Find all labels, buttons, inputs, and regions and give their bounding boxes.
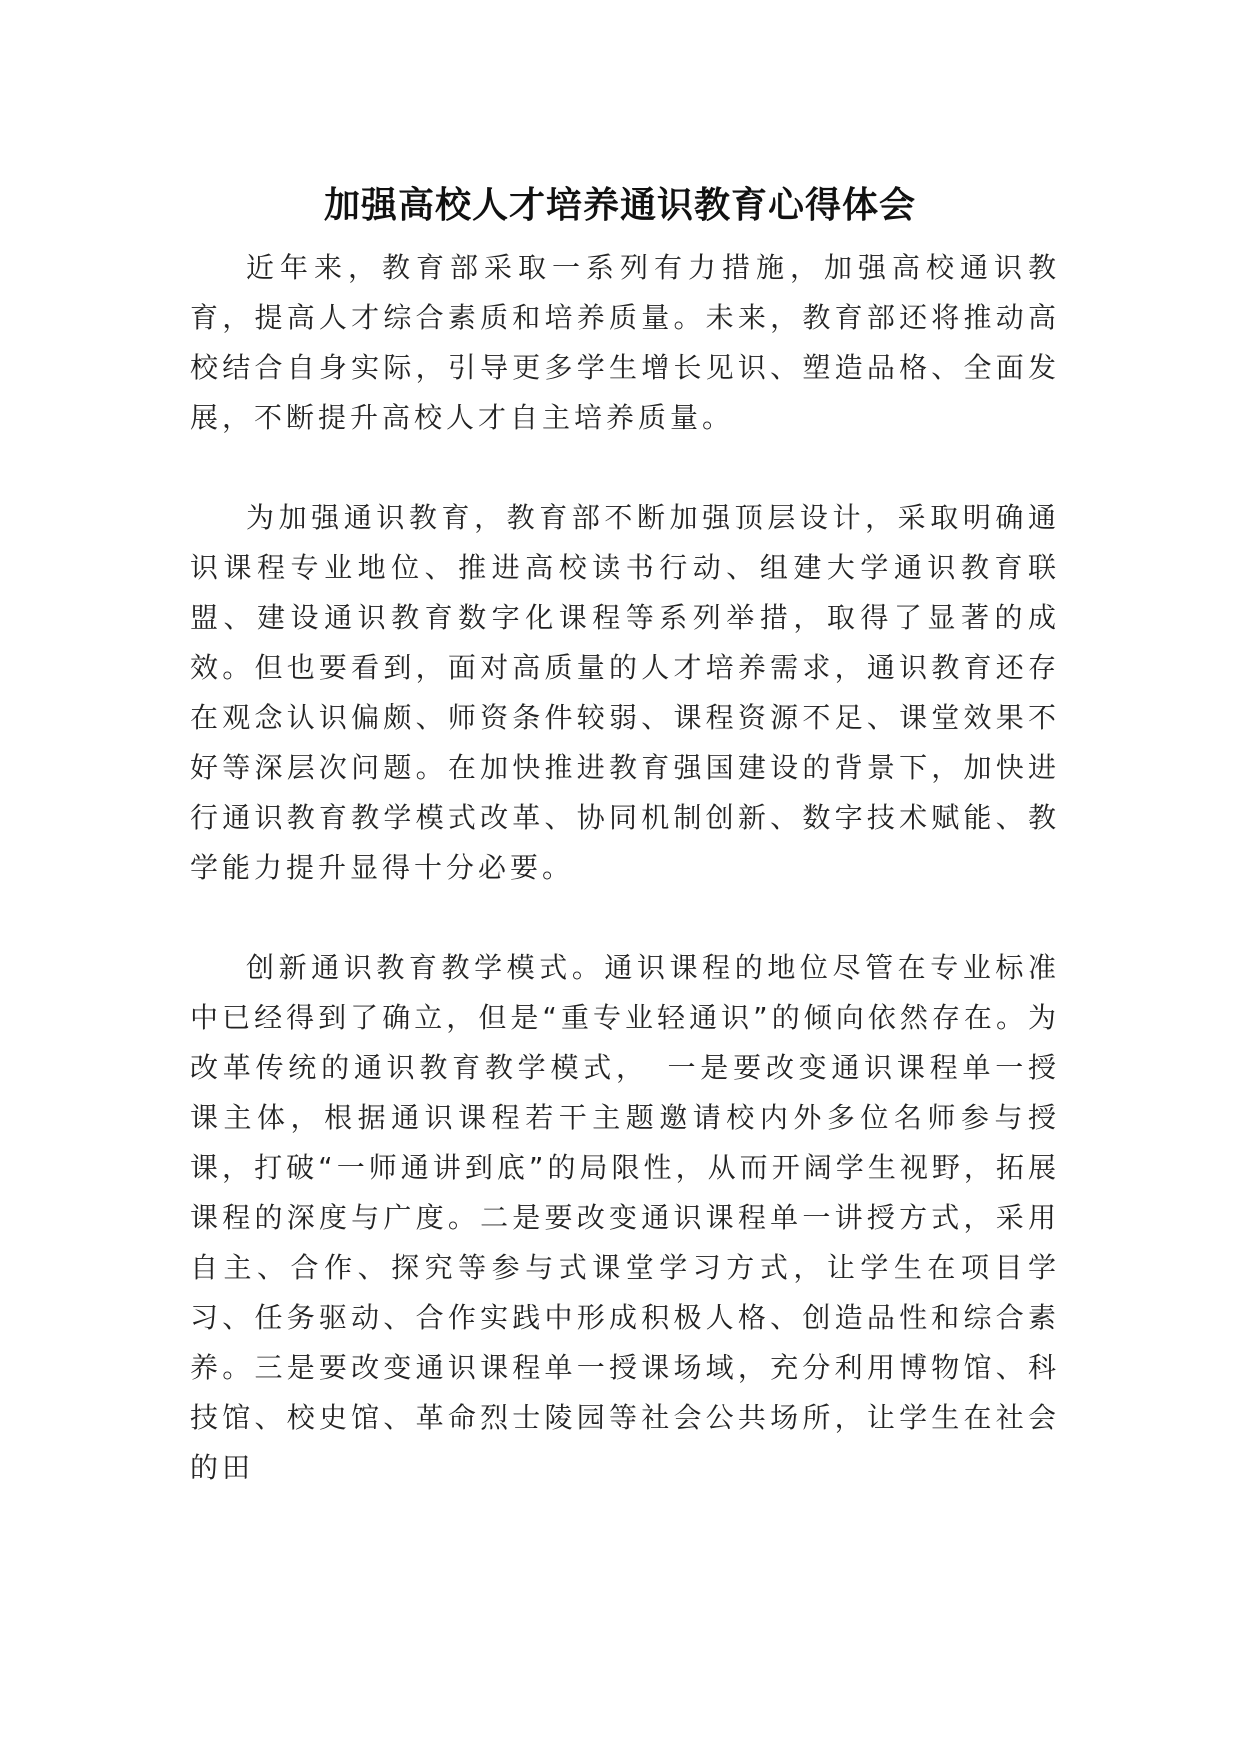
paragraph-2: 为加强通识教育，教育部不断加强顶层设计，采取明确通识课程专业地位、推进高校读书行动、组建大学通识教育联盟、建设通识教育数字化课程等系列举措，取得了显著的成效。但也要看到，面对高质量的人才培养需求，通识教育还存在观念认识偏颇、师资条件较弱、课程资源不足、课堂效果不好等深层次问题。在加快推进教育强国建设的背景下，加快进行通识教育教学模式改革、协同机制创新、数字技术赋能、教学能力提升显得十分必要。 [190,501,1060,884]
document-body [190,243,1060,1543]
paragraph-3: 创新通识教育教学模式。通识课程的地位尽管在专业标准中已经得到了确立，但是“重专业轻通识”的倾向依然存在。为改革传统的通识教育教学模式， 一是要改变通识课程单一授课主体，根据通识课程若干主题邀请校内外多位名师参与授课，打破“一师通讲到底”的局限性，从而开阔学生视野，拓展课程的深度与广度。二是要改变通识课程单一讲授方式，采用自主、合作、探究等参与式课堂学习方式，让学生在项目学习、任务驱动、合作实践中形成积极人格、创造品性和综合素养。三是要改变通识课程单一授课场域，充分利用博物馆、科技馆、校史馆、革命烈士陵园等社会公共场所，让学生在社会的田 [190,951,1060,1484]
paragraph-1: 近年来，教育部采取一系列有力措施，加强高校通识教育，提高人才综合素质和培养质量。未来，教育部还将推动高校结合自身实际，引导更多学生增长见识、塑造品格、全面发展，不断提升高校人才自主培养质量。 [190,251,1060,434]
document-title: 加强高校人才培养通识教育心得体会 [323,184,916,226]
